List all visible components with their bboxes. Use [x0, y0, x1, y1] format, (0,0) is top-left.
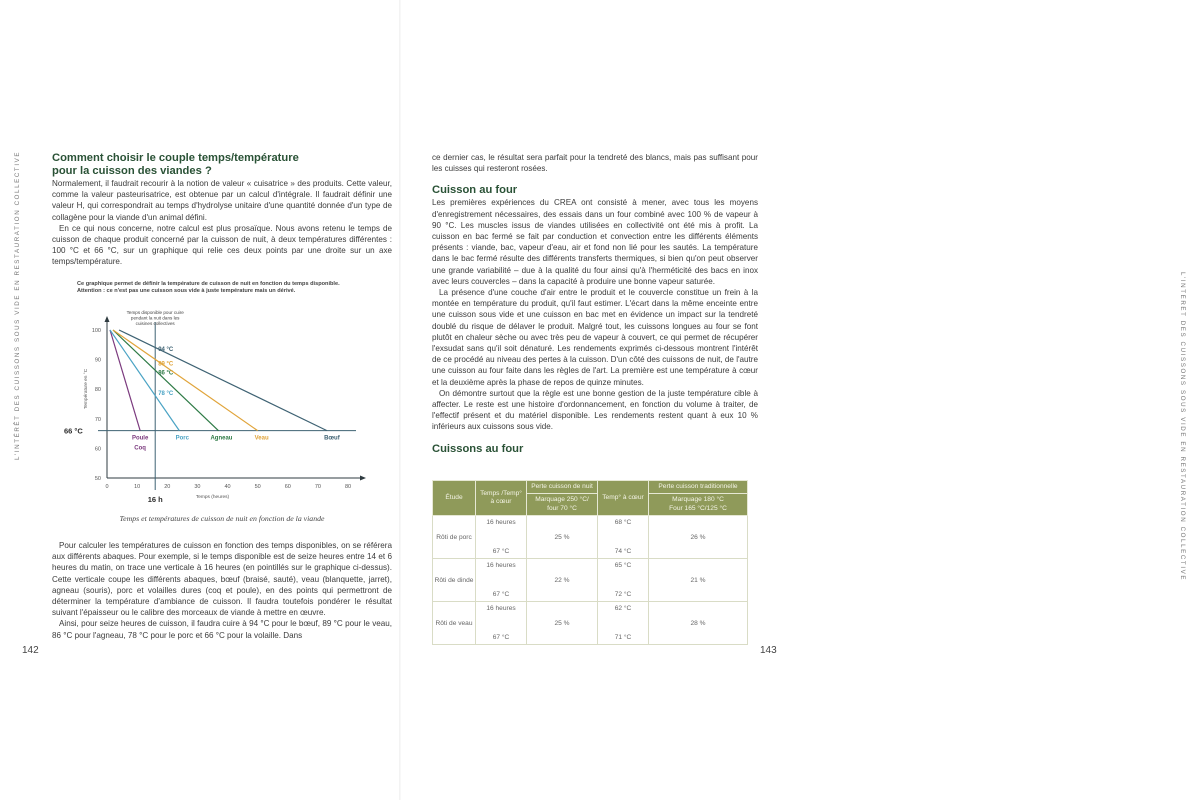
cell-etude: Rôti de veau	[433, 602, 476, 645]
temps-stack	[476, 602, 526, 644]
temps-stack-bottom: 67 °C	[492, 548, 510, 556]
oven-paragraph-1: Les premières expériences du CREA ont consisté à mener, avec tous les moyens d'enregistrement nécessaires, des essais dans un four combiné avec 100 % de vapeur à 90 °C. Les muscles issus de viandes utilisées en collectivité ont été mis à profit. La cuisson en bac fermé se fait par conduction et convection entre les différents éléments présents : viande, bac, vapeur d'eau, air et fond non lié pour les sautés. La température dans le bac fermé résulte des différents transferts thermiques, si bien qu'on peut observer une grande variabilité – due à la qualité du four ainsi qu'à l'herméticité des bacs en inox avec leurs couvercles – dans la capacité à produire une bonne vapeur saturée.	[432, 198, 758, 286]
explanation-paragraph-1: Pour calculer les températures de cuisson en fonction des temps disponibles, on se référera aux différents abaques. Pour exemple, si le temps disponible est de seize heures entre 14 et 6 heures du matin, on trace une verticale à 16 heures (en pointillés sur le graphique ci-dessus). Cette verticale coupe les différents abaques, bœuf (braisé, sauté), veau (blanquette, jarret), agneau (souris), porc et volailles dures (coq et poule), en des points qui permettront de déterminer la température d'ambiance de cuisson. Il faudra toutefois pondérer le résultat suivant l'épaisseur ou le calibre des morceaux de viande à mettre en œuvre.	[52, 541, 392, 618]
x-tick-label: 60	[284, 484, 291, 490]
cell-etude: Rôti de porc	[433, 516, 476, 559]
series-line-veau	[113, 330, 258, 431]
temps-stack	[476, 516, 526, 558]
x-tick-label: 70	[314, 484, 321, 490]
temp-stack-top: 68 °C	[614, 519, 632, 527]
series-line-porc	[110, 330, 179, 431]
y-axis-label: Température en °C	[84, 368, 89, 410]
page-number-right: 143	[760, 645, 777, 656]
heading-line-2: pour la cuisson des viandes ?	[52, 165, 212, 177]
cell-temps	[476, 516, 527, 559]
series-label-line2: Coq	[134, 445, 146, 452]
series-line-agneau	[113, 330, 218, 431]
intro-paragraph-1: Normalement, il faudrait recourir à la notion de valeur « cuisatrice » des produits. Cette valeur, comme la valeur pasteurisatrice, est obtenue par un calcul d'intégrale. Il faudrait définir une valeur H, qui correspondrait au temps d'hydrolyse unitaire d'une quantité donnée d'un type de collagène pour la viande d'un animal défini.	[52, 179, 392, 222]
cell-perte-nuit: 25 %	[527, 602, 598, 645]
chart-note: Ce graphique permet de définir la température de cuisson de nuit en fonction du temps disponible. Attention : ce n'est pas une cuisson sous vide à juste température mais un dérivé.	[77, 281, 340, 294]
chart-caption: Temps et températures de cuisson de nuit en fonction de la viande	[119, 514, 325, 523]
oven-paragraph-2: La présence d'une couche d'air entre le produit et le couvercle constitue un frein à la montée en température du produit, qu'il faut estimer. L'écart dans la même enceinte entre une cuisson sous vide et une cuisson en bac met en évidence un impact sur la tendreté doublé du risque de délaver le produit. Malgré tout, les cuissons longues au four se font plutôt en chaleur sèche ou avec très peu de vapeur à couvert, ce qui permet de récupérer l'exsudat sans qu'il soit dénaturé. Les rendements exprimés ci-dessous montrent l'intérêt de ce procédé au niveau des pertes à la cuisson. D'un côté des cuissons de nuit, de l'autre une cuisson au four faite dans les règles de l'art. La première est une température à cœur et la deuxième après la phase de repos de quinze minutes.	[432, 288, 758, 387]
table-heading: Cuissons au four	[432, 442, 524, 455]
temps-stack-top: 16 heures	[486, 562, 516, 570]
temps-stack-bottom: 67 °C	[492, 591, 510, 599]
cell-perte-trad: 28 %	[649, 602, 748, 645]
oven-heading: Cuisson au four	[432, 184, 518, 197]
explanation-section	[52, 540, 392, 641]
vertical-line-annotation: pendant la nuit dans les	[130, 315, 180, 321]
y-tick-label: 90	[94, 357, 101, 364]
y-tick-label: 80	[94, 387, 101, 394]
y-tick-label: 100	[91, 328, 101, 334]
cell-perte-nuit: 25 %	[527, 516, 598, 559]
reference-label-16h: 16 h	[147, 495, 163, 504]
temp-stack	[598, 516, 648, 558]
subheader-perte-trad	[649, 494, 748, 516]
temp-stack-bottom: 71 °C	[614, 634, 632, 642]
series-line-bœuf	[119, 330, 327, 431]
series-label: Agneau	[210, 435, 233, 442]
temp-stack-bottom: 74 °C	[614, 548, 632, 556]
y-tick-label: 50	[94, 476, 101, 482]
value-at-16h-label: 86 °C	[158, 370, 174, 377]
series-label: Veau	[254, 435, 269, 442]
running-title-left: L'INTÉRÊT DES CUISSONS SOUS VIDE EN RESTAURATION COLLECTIVE	[14, 150, 21, 460]
temp-stack	[598, 602, 648, 644]
temps-stack	[476, 559, 526, 601]
subheader-perte-nuit: Marquage 250 °C/ four 70 °C	[527, 494, 598, 516]
oven-section	[432, 152, 758, 456]
continued-paragraph: ce dernier cas, le résultat sera parfait pour la tendreté des blancs, mais pas suffisant pour les cuisses qui resteront rosées.	[432, 153, 758, 174]
cell-perte-trad: 26 %	[649, 516, 748, 559]
x-tick-label: 80	[344, 484, 352, 490]
cooking-chart	[0, 300, 400, 520]
cell-etude: Rôti de dinde	[433, 559, 476, 602]
x-tick-label: 50	[254, 484, 261, 490]
table-row	[433, 516, 748, 559]
temp-stack-top: 65 °C	[614, 562, 632, 570]
header-perte-nuit: Perte cuisson de nuit	[527, 481, 598, 494]
series-label: Porc	[175, 435, 189, 442]
y-axis-arrow-icon	[105, 316, 110, 322]
x-tick-label: 0	[105, 484, 109, 490]
table-header-row	[433, 481, 748, 494]
reference-label-66c: 66 °C	[64, 426, 83, 436]
y-tick-label: 60	[94, 446, 101, 453]
series-label: Bœuf	[324, 435, 340, 442]
temp-stack-top: 62 °C	[614, 605, 632, 613]
value-at-16h-label: 78 °C	[158, 391, 174, 398]
subheader-perte-trad-line2: Four 165 °C/125 °C	[669, 504, 727, 512]
table-row	[433, 602, 748, 645]
cell-temp	[598, 516, 649, 559]
explanation-paragraph-2: Ainsi, pour seize heures de cuisson, il faudra cuire à 94 °C pour le bœuf, 89 °C pour le veau, 86 °C pour l'agneau, 78 °C pour le porc et 66 °C pour la volaille. Dans	[52, 619, 392, 640]
value-at-16h-label: 89 °C	[158, 361, 174, 368]
cell-perte-trad: 21 %	[649, 559, 748, 602]
heading-line-1: Comment choisir le couple temps/température	[52, 152, 299, 164]
intro-section	[52, 152, 392, 268]
cell-temps	[476, 559, 527, 602]
intro-paragraph-2: En ce qui nous concerne, notre calcul est plus prosaïque. Nous avons retenu le temps de cuisson de chaque produit concerné par la cuisson de nuit, à deux températures différentes : 100 °C et 66 °C, sur un graphique qui relie ces deux points par une droite sur un axe temps/température.	[52, 223, 392, 267]
header-temp: Temp° à cœur	[598, 481, 649, 516]
temps-stack-top: 16 heures	[486, 519, 516, 527]
temps-stack-bottom: 67 °C	[492, 634, 510, 642]
vertical-line-annotation: Temps disponible pour cuire	[126, 310, 184, 315]
section-heading	[52, 152, 392, 178]
x-tick-label: 40	[224, 484, 231, 490]
subheader-perte-trad-line1: Marquage 180 °C	[672, 496, 724, 504]
temps-stack-top: 16 heures	[486, 605, 516, 613]
header-perte-trad: Perte cuisson traditionnelle	[649, 481, 748, 494]
header-temps: Temps /Temp° à cœur	[476, 481, 527, 516]
vertical-line-annotation: cuisines collectives	[135, 321, 175, 326]
cell-temps	[476, 602, 527, 645]
y-tick-label: 70	[94, 416, 101, 423]
series-label: Poule	[131, 435, 149, 442]
x-tick-label: 10	[134, 484, 141, 490]
header-etude: Étude	[433, 481, 476, 516]
temp-stack-bottom: 72 °C	[614, 591, 632, 599]
running-title-right: L'INTÉRÊT DES CUISSONS SOUS VIDE EN RESTAURATION COLLECTIVE	[1179, 272, 1186, 582]
x-tick-label: 30	[194, 484, 201, 490]
x-axis-arrow-icon	[360, 476, 366, 481]
page-left	[0, 0, 400, 800]
cell-temp	[598, 559, 649, 602]
temp-stack	[598, 559, 648, 601]
x-tick-label: 20	[164, 484, 171, 490]
oven-results-table	[432, 480, 748, 645]
oven-paragraph-3: On démontre surtout que la règle est une bonne gestion de la juste température cible à affecter. Le reste est une histoire d'ordonnancement, en fonction du volume à traiter, de l'effectif présent et du matériel disponible. Les rendements restent quant à eux 10 % inférieurs aux cuissons sous vide.	[432, 388, 758, 432]
cell-perte-nuit: 22 %	[527, 559, 598, 602]
cell-temp	[598, 602, 649, 645]
page-number-left: 142	[22, 645, 39, 656]
x-axis-label: Temps (heures)	[195, 495, 230, 500]
value-at-16h-label: 94 °C	[158, 346, 174, 353]
table-row	[433, 559, 748, 602]
